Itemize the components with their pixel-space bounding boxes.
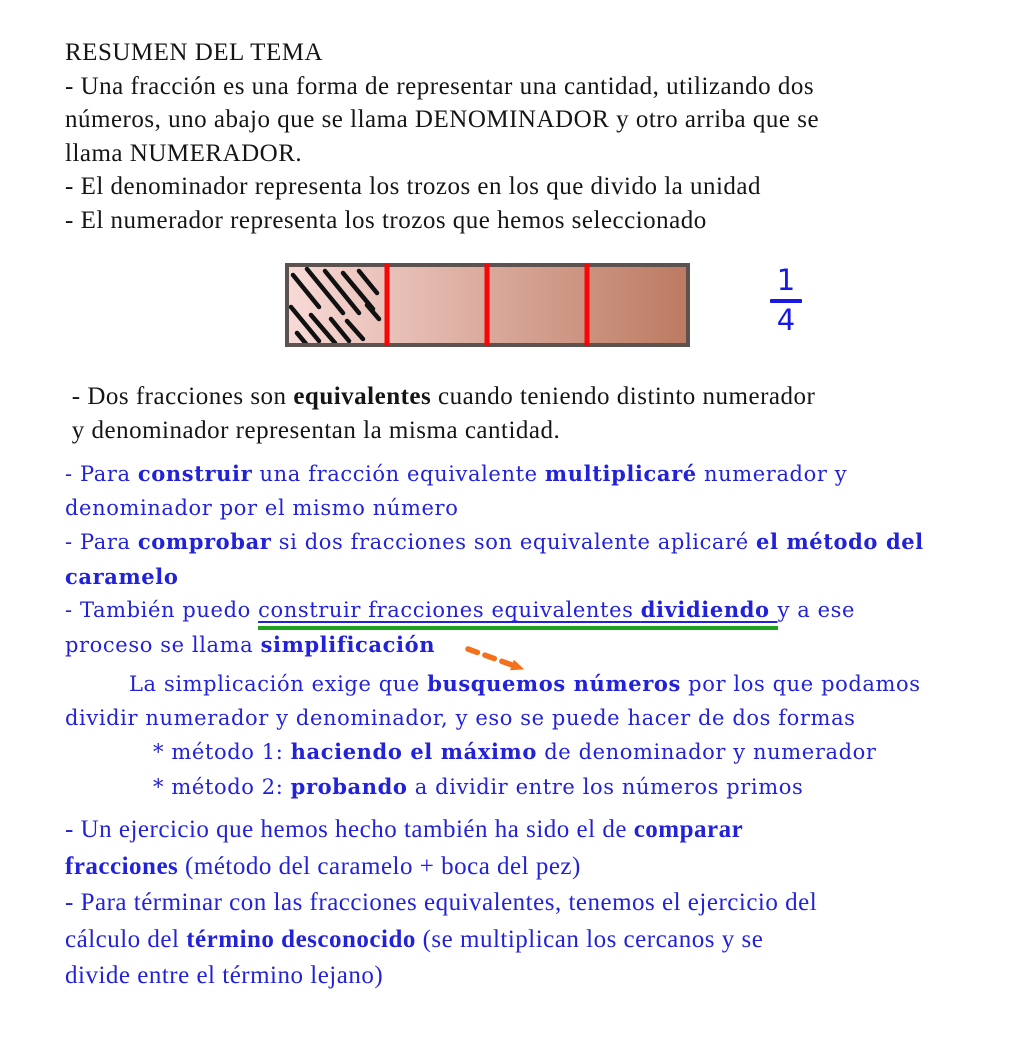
- intro-line: - El denominador representa los trozos en los que divido la unidad: [65, 173, 762, 200]
- text-line: [65, 380, 815, 414]
- intro-line: llama NUMERADOR.: [65, 139, 303, 167]
- bold-text: probando: [290, 773, 408, 799]
- text-line: divide entre el término lejano): [65, 962, 384, 989]
- bold-text-line: caramelo: [65, 563, 179, 589]
- bold-text: comprobar: [137, 529, 272, 554]
- bold-text: término desconocido: [186, 925, 416, 953]
- text-line: dividir numerador y denominador, y eso se puede hacer de dos formas: [65, 705, 856, 730]
- fraction-bar-svg: [285, 263, 690, 347]
- fraction-denominator: 4: [776, 303, 796, 337]
- text-segment: cálculo del: [65, 925, 187, 953]
- green-underlined-text: [258, 598, 777, 630]
- text-line: [65, 849, 817, 886]
- annotation-arrow: [456, 640, 546, 680]
- text-segment: La simplicación exige que: [129, 672, 428, 696]
- fraction-numerator: 1: [776, 263, 796, 297]
- text-segment: una fracción equivalente: [252, 462, 545, 486]
- intro-line: números, uno abajo que se llama DENOMINADOR y otro arriba que se: [65, 106, 820, 133]
- text-segment: - Un ejercicio que hemos hecho también ha sido el de: [65, 816, 634, 843]
- text-line: [65, 770, 924, 805]
- bold-text: haciendo el máximo: [290, 739, 537, 764]
- text-segment: (se multiplican los cercanos y se: [415, 925, 764, 953]
- bold-text: fracciones: [65, 852, 179, 880]
- bold-text: dividiendo: [640, 597, 778, 622]
- page-title: RESUMEN DEL TEMA: [65, 39, 323, 66]
- text-segment: - También puedo: [65, 598, 259, 622]
- text-segment: y a ese: [777, 598, 856, 622]
- text-segment: * método 1:: [153, 740, 291, 764]
- text-line: y denominador representan la misma cantidad.: [65, 416, 561, 444]
- text-segment: construir fracciones equivalentes: [258, 598, 641, 622]
- text-line: [65, 593, 924, 628]
- text-line: [65, 457, 924, 492]
- text-line: denominador por el mismo número: [65, 495, 459, 520]
- bold-text: busquemos números: [427, 671, 681, 696]
- text-segment: * método 2:: [153, 774, 291, 799]
- fraction-label: [761, 263, 811, 338]
- bold-text: el método del: [756, 529, 924, 554]
- text-segment: - Dos fracciones son: [65, 383, 294, 410]
- bold-text: simplificación: [260, 631, 436, 657]
- text-segment: (método del caramelo + boca del pez): [178, 852, 581, 880]
- text-line: [65, 735, 924, 770]
- text-segment: - Para: [65, 462, 138, 486]
- text-segment: cuando teniendo distinto numerador: [431, 383, 816, 410]
- text-segment: si dos fracciones son equivalente aplicaré: [271, 530, 756, 554]
- text-segment: - Para: [65, 530, 138, 554]
- text-segment: numerador y: [696, 462, 848, 486]
- equivalentes-block: [65, 380, 815, 447]
- intro-line: - El numerador representa los trozos que hemos seleccionado: [65, 206, 707, 234]
- intro-block: [65, 36, 819, 237]
- text-segment: de denominador y numerador: [536, 740, 877, 764]
- dashed-arrow-icon: [456, 640, 546, 680]
- text-segment: a dividir entre los números primos: [407, 774, 804, 799]
- closing-notes-block: [65, 812, 817, 995]
- text-line: - Para términar con las fracciones equivalentes, tenemos el ejercicio del: [65, 889, 818, 916]
- bold-text: comparar: [633, 816, 744, 843]
- bold-text: construir: [137, 461, 253, 486]
- blue-notes-block: [65, 457, 924, 804]
- bold-text: multiplicaré: [544, 461, 697, 486]
- bold-text: equivalentes: [293, 383, 432, 410]
- text-line: [65, 812, 817, 849]
- text-line: [65, 525, 924, 560]
- intro-line: - Una fracción es una forma de representar una cantidad, utilizando dos: [65, 72, 815, 100]
- text-segment: proceso se llama: [65, 632, 261, 657]
- fraction-bar-figure: [285, 263, 690, 347]
- text-segment: por los que podamos: [680, 672, 921, 696]
- text-line: [65, 922, 817, 959]
